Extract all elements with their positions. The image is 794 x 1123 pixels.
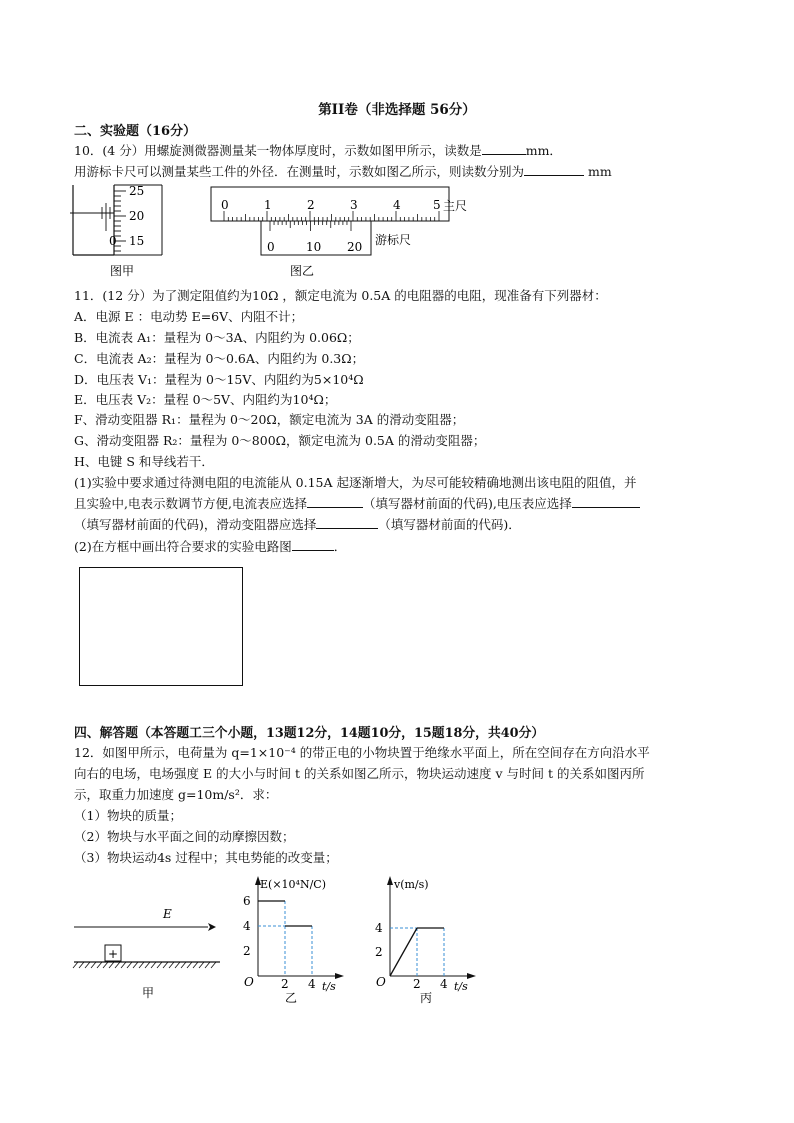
ground-hatch-mark	[139, 962, 144, 968]
ground-hatch-mark	[133, 962, 138, 968]
q11-option-g: G、滑动变阻器 R₂：量程为 0～800Ω，额定电流为 0.5A 的滑动变阻器；	[74, 433, 486, 448]
ground-hatch-mark	[91, 962, 96, 968]
y-axis-label: v(m/s)	[394, 878, 429, 891]
ground-hatch-mark	[193, 962, 198, 968]
rheostat-answer-blank[interactable]	[316, 516, 378, 529]
q10-text2: 用游标卡尺可以测量某些工件的外径．在测量时，示数如图乙所示，则读数分别为	[74, 164, 525, 179]
x-tick-label: 2	[281, 977, 289, 991]
q11-part1-text2b: （填写器材前面的代码),电压表应选择	[362, 496, 572, 511]
q12-line1: 12．如图甲所示，电荷量为 q=1×10⁻⁴ 的带正电的小物块置于绝缘水平面上，所在空间存在方向沿水平	[74, 745, 650, 760]
x-axis-label: t/s	[454, 980, 468, 993]
y-axis-arrow-icon	[387, 876, 393, 885]
ground-hatch-mark	[73, 962, 78, 968]
vernier-tick-20: 20	[347, 240, 363, 254]
main-scale-label: 主尺	[443, 199, 468, 213]
series-segment	[390, 928, 417, 976]
field-arrow-icon	[208, 923, 216, 931]
ground-hatch-mark	[175, 962, 180, 968]
field-label: E	[163, 907, 172, 921]
ground-hatch-mark	[157, 962, 162, 968]
origin-label: O	[244, 975, 254, 989]
charge-sign: +	[108, 947, 119, 961]
q12-line3: 示，取重力加速度 g=10m/s²．求：	[74, 787, 278, 802]
q11-option-d: D．电压表 V₁：量程为 0～15V、内阻约为5×10⁴Ω	[74, 372, 364, 387]
q11-option-b: B．电流表 A₁：量程为 0～3A、内阻约为 0.06Ω；	[74, 330, 360, 345]
ground-hatch-mark	[145, 962, 150, 968]
y-tick-label: 4	[375, 921, 383, 935]
q12-subquestion-3: （3）物块运动4s 过程中；其电势能的改变量；	[74, 850, 338, 865]
voltmeter-answer-blank[interactable]	[572, 495, 640, 508]
q10-unit1: mm．	[525, 143, 562, 158]
figure-caption-q12-yi: 乙	[285, 991, 298, 1005]
e-t-graph	[238, 872, 358, 1007]
q11-option-h: H、电键 S 和导线若干．	[74, 454, 214, 469]
q11-option-e: E．电压表 V₂：量程 0～5V、内阻约为10⁴Ω；	[74, 392, 337, 407]
q11-stem: 11．(12 分）为了测定阻值约为10Ω ，额定电流为 0.5A 的电阻器的电阻，现准备有下列器材：	[74, 288, 607, 303]
ground-hatch-mark	[127, 962, 132, 968]
vernier-tick-0: 0	[267, 240, 275, 254]
circuit-answer-blank[interactable]	[292, 538, 334, 551]
y-tick-label: 2	[243, 944, 251, 958]
figure-caption-jia: 图甲	[110, 264, 135, 278]
ammeter-answer-blank[interactable]	[307, 495, 363, 508]
main-scale-tick-2: 2	[307, 198, 315, 212]
y-axis-label: E(×10⁴N/C)	[260, 878, 326, 891]
micrometer-figure	[70, 183, 180, 278]
v-t-graph	[370, 872, 490, 1007]
q10-answer-blank2[interactable]	[524, 163, 584, 176]
ground-hatch-mark	[169, 962, 174, 968]
q11-part1-text3a: （填写器材前面的代码)，滑动变阻器应选择	[74, 517, 317, 532]
x-axis-label: t/s	[322, 980, 336, 993]
ground-hatch-mark	[79, 962, 84, 968]
q12-line2: 向右的电场，电场强度 E 的大小与时间 t 的关系如图乙所示，物块运动速度 v 与时间 t 的关系如图丙所	[74, 766, 645, 781]
q12-subquestion-1: （1）物块的质量；	[74, 808, 182, 823]
main-scale-tick-0: 0	[221, 198, 229, 212]
section-heading-experiment: 二、实验题（16分）	[74, 124, 197, 139]
q10-unit2: mm	[588, 164, 612, 179]
micrometer-zero: 0	[109, 234, 117, 248]
q10-text1: 10．(4 分）用螺旋测微器测量某一物体厚度时，示数如图甲所示，读数是	[74, 143, 482, 158]
q11-part2-text: (2)在方框中画出符合要求的实验电路图	[74, 539, 292, 554]
main-scale-tick-3: 3	[350, 198, 358, 212]
ground-hatch-mark	[109, 962, 114, 968]
ground-hatch-mark	[115, 962, 120, 968]
figure-caption-q12-jia: 甲	[142, 986, 155, 1000]
figure-caption-yi: 图乙	[290, 264, 315, 278]
x-tick-label: 4	[308, 977, 316, 991]
figure-caption-q12-bing: 丙	[420, 991, 433, 1005]
ground-hatch-mark	[181, 962, 186, 968]
q11-part1-text2a: 且实验中,电表示数调节方便,电流表应选择	[74, 496, 307, 511]
x-axis-arrow-icon	[335, 973, 344, 979]
ground-hatch-mark	[151, 962, 156, 968]
y-tick-label: 2	[375, 945, 383, 959]
origin-label: O	[376, 975, 386, 989]
q10-line2	[74, 162, 612, 180]
q11-part2	[74, 537, 346, 555]
ground-hatch-mark	[211, 962, 216, 968]
field-block-figure	[70, 898, 230, 1003]
q11-option-c: C．电流表 A₂：量程为 0～0.6A、内阻约为 0.3Ω；	[74, 351, 365, 366]
q12-subquestion-2: （2）物块与水平面之间的动摩擦因数；	[74, 829, 295, 844]
micrometer-scale-15: 15	[129, 234, 145, 248]
q11-part1-line1: (1)实验中要求通过待测电阻的电流能从 0.15A 起逐渐增大，为尽可能较精确地测出该电阻的阻值，并	[74, 475, 637, 490]
x-axis-arrow-icon	[467, 973, 476, 979]
ground-hatch-mark	[205, 962, 210, 968]
q10-answer-blank1[interactable]	[482, 142, 526, 155]
main-scale-tick-4: 4	[393, 198, 401, 212]
q11-part1-line3	[74, 515, 521, 533]
q10-line1	[74, 141, 562, 159]
q11-option-f: F、滑动变阻器 R₁：量程为 0～20Ω，额定电流为 3A 的滑动变阻器；	[74, 412, 465, 427]
ground-hatch-mark	[103, 962, 108, 968]
ground-hatch-mark	[121, 962, 126, 968]
main-scale-tick-5: 5	[433, 198, 441, 212]
q11-part1-text3b: （填写器材前面的代码)．	[378, 517, 521, 532]
x-tick-label: 4	[440, 977, 448, 991]
micrometer-scale-25: 25	[129, 184, 145, 198]
x-tick-label: 2	[413, 977, 421, 991]
main-scale-tick-1: 1	[264, 198, 272, 212]
micrometer-scale-20: 20	[129, 209, 145, 223]
ground-hatch-mark	[199, 962, 204, 968]
vernier-scale-label: 游标尺	[375, 233, 412, 247]
vernier-caliper-figure	[205, 183, 495, 278]
y-tick-label: 4	[243, 919, 251, 933]
q11-option-a: A．电源 E ：电动势 E=6V、内阻不计；	[74, 309, 304, 324]
circuit-drawing-box[interactable]	[79, 567, 243, 686]
ground-hatch-mark	[187, 962, 192, 968]
q11-part1-line2	[74, 494, 640, 512]
ground-hatch-mark	[163, 962, 168, 968]
page-title: 第II卷（非选择题 56分）	[318, 102, 476, 118]
y-tick-label: 6	[243, 894, 251, 908]
q11-part2-end: ．	[333, 539, 347, 554]
ground-hatch-mark	[85, 962, 90, 968]
ground-hatch-mark	[97, 962, 102, 968]
section-heading-solution: 四、解答题（本答题工三个小题，13题12分，14题10分，15题18分，共40分）	[74, 726, 545, 741]
vernier-tick-10: 10	[306, 240, 322, 254]
